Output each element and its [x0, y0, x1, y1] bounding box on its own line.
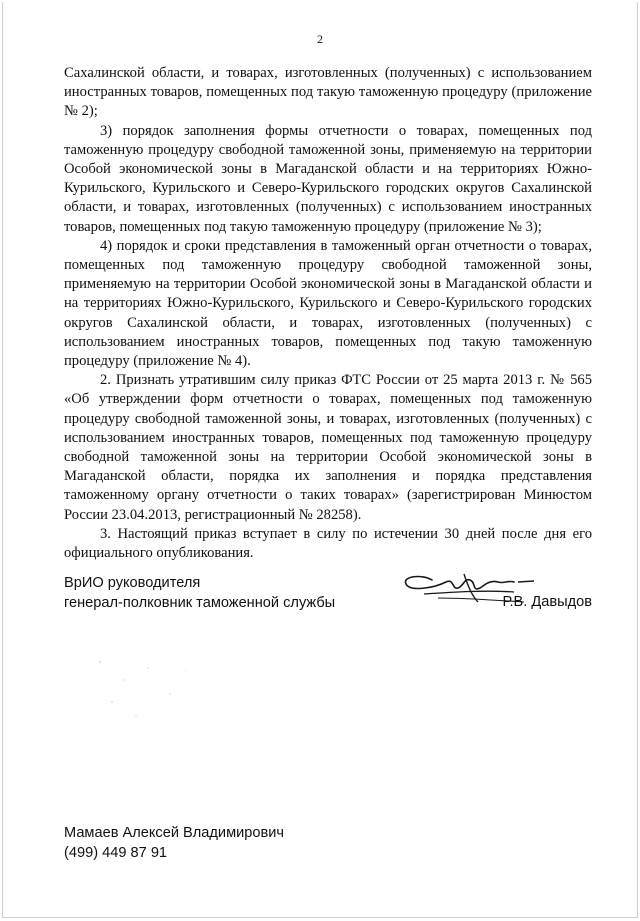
paragraph: 3) порядок заполнения формы отчетности о товарах, помещенных под таможенную процедуру свободной таможенной зоны, применяемую на территории Особой экономической зоны в Магаданской области и на территориях Южно-Курильского, Курильского и Северо-Курильского городских округов Сахалинской области, и товарах, изготовленных (полученных) с использованием иностранных товаров, помещенных под такую таможенную процедуру (приложение № 3); — [64, 122, 592, 235]
contact-block — [64, 824, 284, 863]
document-body — [64, 64, 592, 563]
position-line: генерал-полковник таможенной службы — [64, 594, 336, 611]
page-number: 2 — [317, 32, 323, 46]
paragraph: 2. Признать утратившим силу приказ ФТС России от 25 марта 2013 г. № 565 «Об утверждении форм отчетности о товарах, помещенных под таможенную процедуру свободной таможенной зоны, и товарах, изготовленных (полученных) с использованием иностранных товаров, помещенных под таможенную процедуру свободной таможенной зоны на территории Особой экономической зоны в Магаданской области, порядка их заполнения и порядка представления таможенному органу отчетности о таких товарах» (зарегистрирован Минюстом России 23.04.2013, регистрационный № 28258). — [64, 372, 592, 523]
signatory-position — [64, 574, 335, 613]
paragraph: Сахалинской области, и товарах, изготовленных (полученных) с использованием иностранных товаров, помещенных под такую таможенную процедуру (приложение № 2); — [64, 65, 592, 120]
scan-noise — [90, 650, 210, 730]
contact-phone: (499) 449 87 91 — [64, 844, 168, 861]
paragraph: 3. Настоящий приказ вступает в силу по истечении 30 дней после дня его официального опубликования. — [64, 525, 592, 562]
paragraph: 4) порядок и сроки представления в таможенный орган отчетности о товарах, помещенных под таможенную процедуру свободной таможенной зоны, применяемую на территории Особой экономической зоны в Магаданской области и на территориях Южно-Курильского, Курильского и Северо-Курильского городских округов Сахалинской области, и товарах, изготовленных (полученных) с использованием иностранных товаров, помещенных под такую таможенную процедуру (приложение № 4). — [64, 237, 592, 370]
position-line: ВрИО руководителя — [64, 575, 201, 591]
contact-name: Мамаев Алексей Владимирович — [64, 825, 285, 841]
signatory-name: Р.В. Давыдов — [502, 594, 592, 610]
